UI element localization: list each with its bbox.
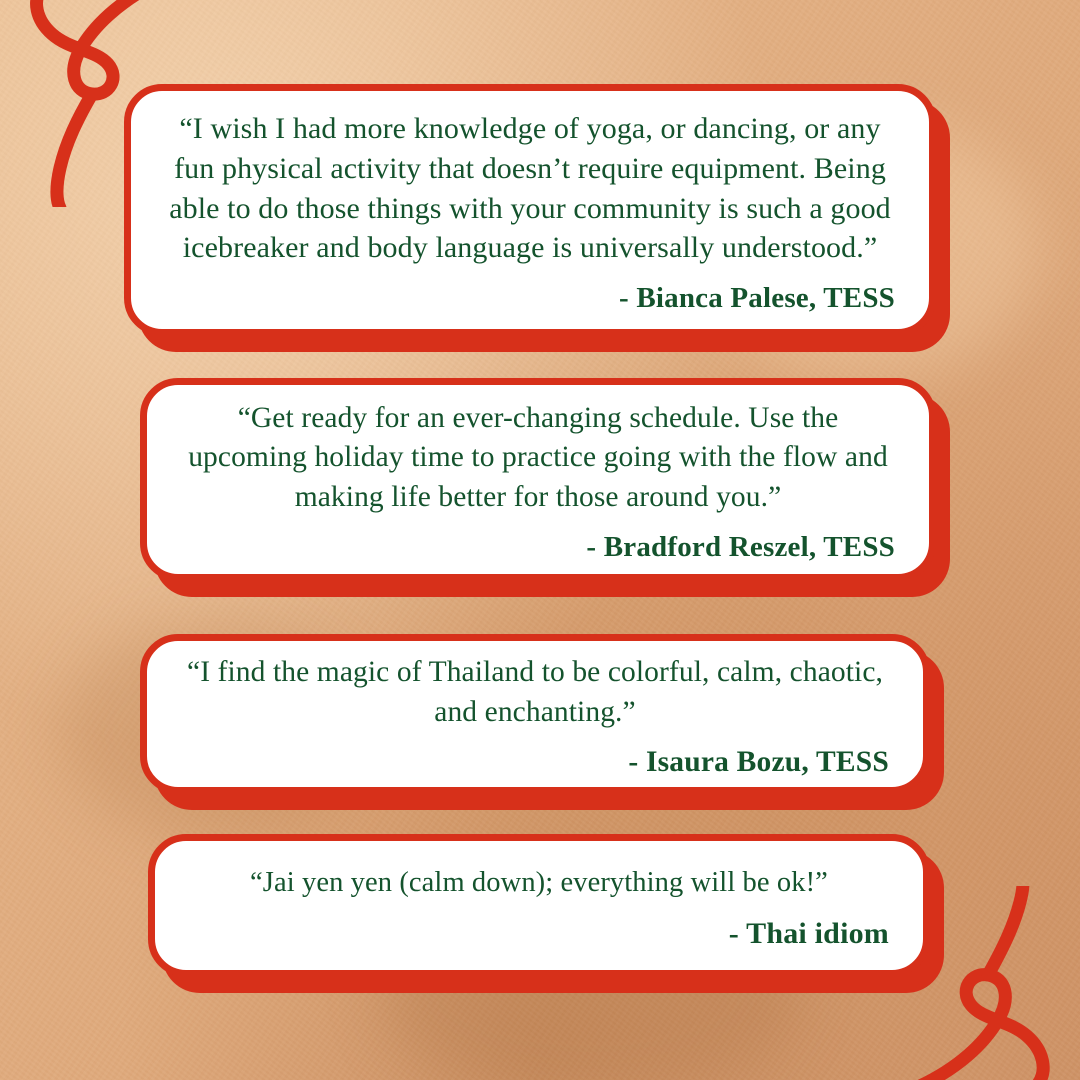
quote-attribution: - Bradford Reszel, TESS: [586, 531, 895, 564]
quote-attribution: - Isaura Bozu, TESS: [628, 746, 889, 779]
quote-card: [124, 84, 936, 336]
quote-text: “I wish I had more knowledge of yoga, or dancing, or any fun physical activity that doesn’t require equipment. Being able to do those things with your community is such a good icebreaker and body language is universally understood.”: [169, 111, 891, 265]
quote-attribution: - Thai idiom: [728, 916, 889, 950]
quote-card: [140, 378, 936, 581]
quote-attribution: - Bianca Palese, TESS: [619, 282, 895, 315]
quote-text: “Jai yen yen (calm down); everything will be ok!”: [250, 867, 828, 899]
quote-text: “I find the magic of Thailand to be colorful, calm, chaotic, and enchanting.”: [187, 655, 883, 728]
quote-card: [140, 634, 930, 794]
quote-card: [148, 834, 930, 977]
quote-text: “Get ready for an ever-changing schedule. Use the upcoming holiday time to practice going with the flow and making life better for those around you.”: [188, 401, 888, 513]
